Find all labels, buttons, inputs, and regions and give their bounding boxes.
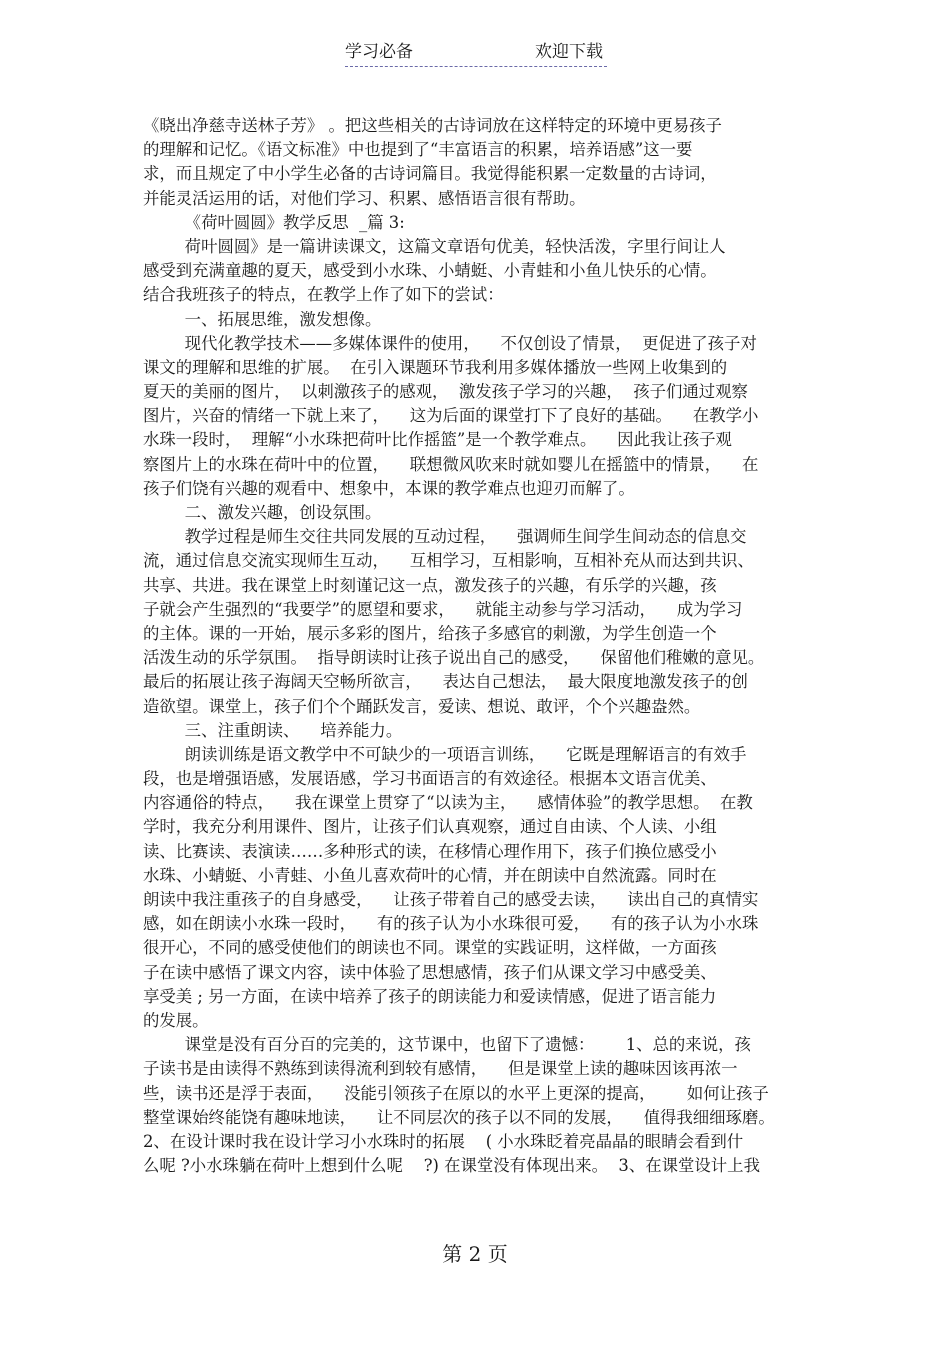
text-line: 些，读书还是浮于表面， 没能引领孩子在原以的水平上更深的提高， 如何让孩子 [143, 1083, 769, 1103]
text-line: 课文的理解和思维的扩展。 在引入课题环节我利用多媒体播放一些网上收集到的 [143, 357, 728, 377]
page-header [345, 40, 607, 67]
text-line: 学时，我充分利用课件、图片，让孩子们认真观察，通过自由读、个人读、小组 [143, 817, 717, 837]
text-line: 水珠、小蜻蜓、小青蛙、小鱼儿喜欢荷叶的心情，并在朗读中自然流露。同时在 [143, 865, 717, 885]
text-line: 么呢 ?小水珠躺在荷叶上想到什么呢 ?) 在课堂没有体现出来。 3、在课堂设计上我 [143, 1156, 760, 1176]
text-line: 求，而且规定了中小学生必备的古诗词篇目。我觉得能积累一定数量的古诗词， [143, 164, 717, 184]
text-line: 整堂课始终能饶有趣味地读， 让不同层次的孩子以不同的发展， 值得我细细琢磨。 [143, 1107, 775, 1127]
text-line: 荷叶圆圆》是一篇讲读课文，这篇文章语句优美，轻快活泼，字里行间让人 [143, 236, 726, 256]
subheading: 二、激发兴趣，创设氛围。 [143, 503, 382, 522]
header-right-text: 欢迎下载 [535, 42, 603, 62]
text-line: 的发展。 [143, 1010, 209, 1030]
subheading: 一、拓展思维，激发想像。 [143, 309, 382, 329]
text-line: 享受美 ; 另一方面，在读中培养了孩子的朗读能力和爱读情感，促进了语言能力 [143, 986, 717, 1006]
text-line: 活泼生动的乐学氛围。 指导朗读时让孩子说出自己的感受， 保留他们稚嫩的意见。 [143, 648, 765, 668]
text-line: 流，通过信息交流实现师生互动， 互相学习，互相影响，互相补充从而达到共识、 [143, 551, 754, 571]
text-line: 子就会产生强烈的“我要学”的愿望和要求， 就能主动参与学习活动， 成为学习 [143, 599, 743, 619]
text-line: 现代化教学技术——多媒体课件的使用， 不仅创设了情景， 更促进了孩子对 [143, 333, 757, 353]
text-line: 水珠一段时， 理解“小水珠把荷叶比作摇篮”是一个教学难点。 因此我让孩子观 [143, 430, 732, 450]
text-line: 的理解和记忆。《语文标准》中也提到了“丰富语言的积累，培养语感”这一要 [143, 140, 693, 160]
text-line: 最后的拓展让孩子海阔天空畅所欲言， 表达自己想法， 最大限度地激发孩子的创 [143, 672, 748, 692]
text-line: 段，也是增强语感，发展语感，学习书面语言的有效途径。根据本文语言优美、 [143, 769, 717, 789]
text-line: 子读书是由读得不熟练到读得流利到较有感情， 但是课堂上读的趣味因该再浓一 [143, 1059, 738, 1079]
text-line: 2、在设计课时我在设计学习小水珠时的拓展 ( 小水珠眨着亮晶晶的眼睛会看到什 [143, 1131, 744, 1151]
text-line: 内容通俗的特点， 我在课堂上贯穿了“以读为主， 感情体验”的教学思想。 在教 [143, 793, 753, 813]
text-line: 孩子们饶有兴趣的观看中、想象中，本课的教学难点也迎刃而解了。 [143, 478, 635, 498]
document-body [143, 114, 808, 1178]
text-line: 感，如在朗读小水珠一段时， 有的孩子认为小水珠很可爱， 有的孩子认为小水珠 [143, 914, 759, 934]
text-line: 《晓出净慈寺送林子芳》 。把这些相关的古诗词放在这样特定的环境中更易孩子 [143, 116, 722, 135]
text-line: 结合我班孩子的特点，在教学上作了如下的尝试： [143, 285, 504, 305]
text-line: 造欲望。课堂上，孩子们个个踊跃发言，爱读、想说、敢评，个个兴趣盎然。 [143, 696, 701, 716]
text-line: 朗读中我注重孩子的自身感受， 让孩子带着自己的感受去读， 读出自己的真情实 [143, 890, 759, 909]
text-line: 的主体。课的一开始，展示多彩的图片，给孩子多感官的刺激，为学生创造一个 [143, 623, 717, 643]
header-left-text: 学习必备 [345, 42, 413, 62]
text-line: 并能灵活运用的话，对他们学习、积累、感悟语言很有帮助。 [143, 188, 586, 208]
page-number: 第 2 页 [442, 1242, 508, 1266]
text-line: 共享、共进。我在课堂上时刻谨记这一点，激发孩子的兴趣，有乐学的兴趣，孩 [143, 575, 717, 595]
text-line: 教学过程是师生交往共同发展的互动过程， 强调师生间学生间动态的信息交 [143, 527, 747, 547]
text-line: 很开心，不同的感受使他们的朗读也不同。课堂的实践证明，这样做，一方面孩 [143, 938, 717, 958]
text-line: 朗读训练是语文教学中不可缺少的一项语言训练， 它既是理解语言的有效手 [143, 744, 747, 764]
text-line: 察图片上的水珠在荷叶中的位置， 联想微风吹来时就如婴儿在摇篮中的情景， 在 [143, 454, 759, 474]
text-line: 读、比赛读、表演读……多种形式的读，在移情心理作用下，孩子们换位感受小 [143, 841, 717, 861]
section-title: 《荷叶圆圆》教学反思 _篇 3: [143, 212, 405, 232]
text-line: 感受到充满童趣的夏天，感受到小水珠、小蜻蜓、小青蛙和小鱼儿快乐的心情。 [143, 261, 717, 281]
text-line: 图片，兴奋的情绪一下就上来了， 这为后面的课堂打下了良好的基础。 在教学小 [143, 406, 759, 426]
subheading: 三、注重朗读、 培养能力。 [143, 720, 403, 740]
text-line: 子在读中感悟了课文内容，读中体验了思想感情，孩子们从课文学习中感受美、 [143, 962, 717, 982]
text-line: 课堂是没有百分百的完美的，这节课中，也留下了遗憾： 1、总的来说，孩 [143, 1035, 751, 1055]
text-line: 夏天的美丽的图片， 以刺激孩子的感观， 激发孩子学习的兴趣， 孩子们通过观察 [143, 382, 748, 402]
